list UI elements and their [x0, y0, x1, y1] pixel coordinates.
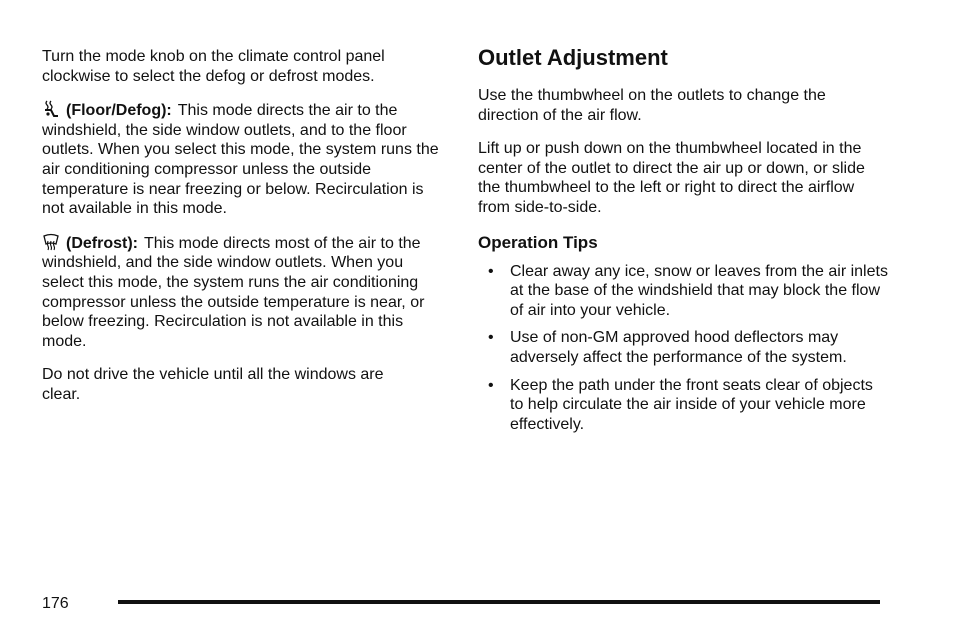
page-number: 176: [42, 595, 69, 612]
list-item: [478, 328, 888, 367]
left-column: [42, 47, 447, 419]
floor-defog-paragraph: [42, 100, 447, 219]
floor-defog-icon: [42, 100, 60, 118]
outlet-paragraph-1: Use the thumbwheel on the outlets to change the direction of the air flow.: [478, 87, 826, 124]
defrost-term: (Defrost):: [66, 234, 138, 252]
defrost-paragraph: [42, 233, 447, 352]
floor-defog-text: This mode directs the air to the windshield, the side window outlets, and to the floor outlets. When you select this mode, the system runs the air conditioning compressor unless the outside temperature is near freezing or below. Recirculation is not available in this mode.: [42, 102, 439, 218]
tip-text: Keep the path under the front seats clear of objects to help circulate the air inside of your vehicle more effectively.: [510, 376, 873, 433]
intro-paragraph: Turn the mode knob on the climate control panel clockwise to select the defog or defrost modes.: [42, 48, 385, 85]
outlet-paragraph-2: Lift up or push down on the thumbwheel located in the center of the outlet to direct the air up or down, or slide the thumbwheel to the left or right to direct the airflow from side-to-side.: [478, 140, 865, 216]
section-heading: Outlet Adjustment: [478, 45, 668, 70]
bullet: •: [488, 329, 494, 347]
tip-text: Use of non-GM approved hood deflectors may adversely affect the performance of the system.: [510, 329, 847, 366]
tips-list: [478, 262, 888, 435]
operation-tips-heading: Operation Tips: [478, 232, 598, 252]
bullet: •: [488, 376, 494, 394]
defrost-text: This mode directs most of the air to the windshield, and the side window outlets. When you select this mode, the system runs the air conditioning compressor unless the outside temperature is near, or below freezing. Recirculation is not available in this mode.: [42, 234, 425, 350]
list-item: [478, 262, 888, 321]
warning-paragraph: Do not drive the vehicle until all the windows are clear.: [42, 366, 384, 403]
right-column: [478, 44, 888, 442]
tip-text: Clear away any ice, snow or leaves from the air inlets at the base of the windshield that may block the flow of air into your vehicle.: [510, 262, 888, 319]
bullet: •: [488, 262, 494, 280]
defrost-icon: [42, 233, 60, 251]
list-item: [478, 376, 888, 435]
footer-rule: [118, 600, 880, 604]
floor-defog-term: (Floor/Defog):: [66, 102, 172, 120]
